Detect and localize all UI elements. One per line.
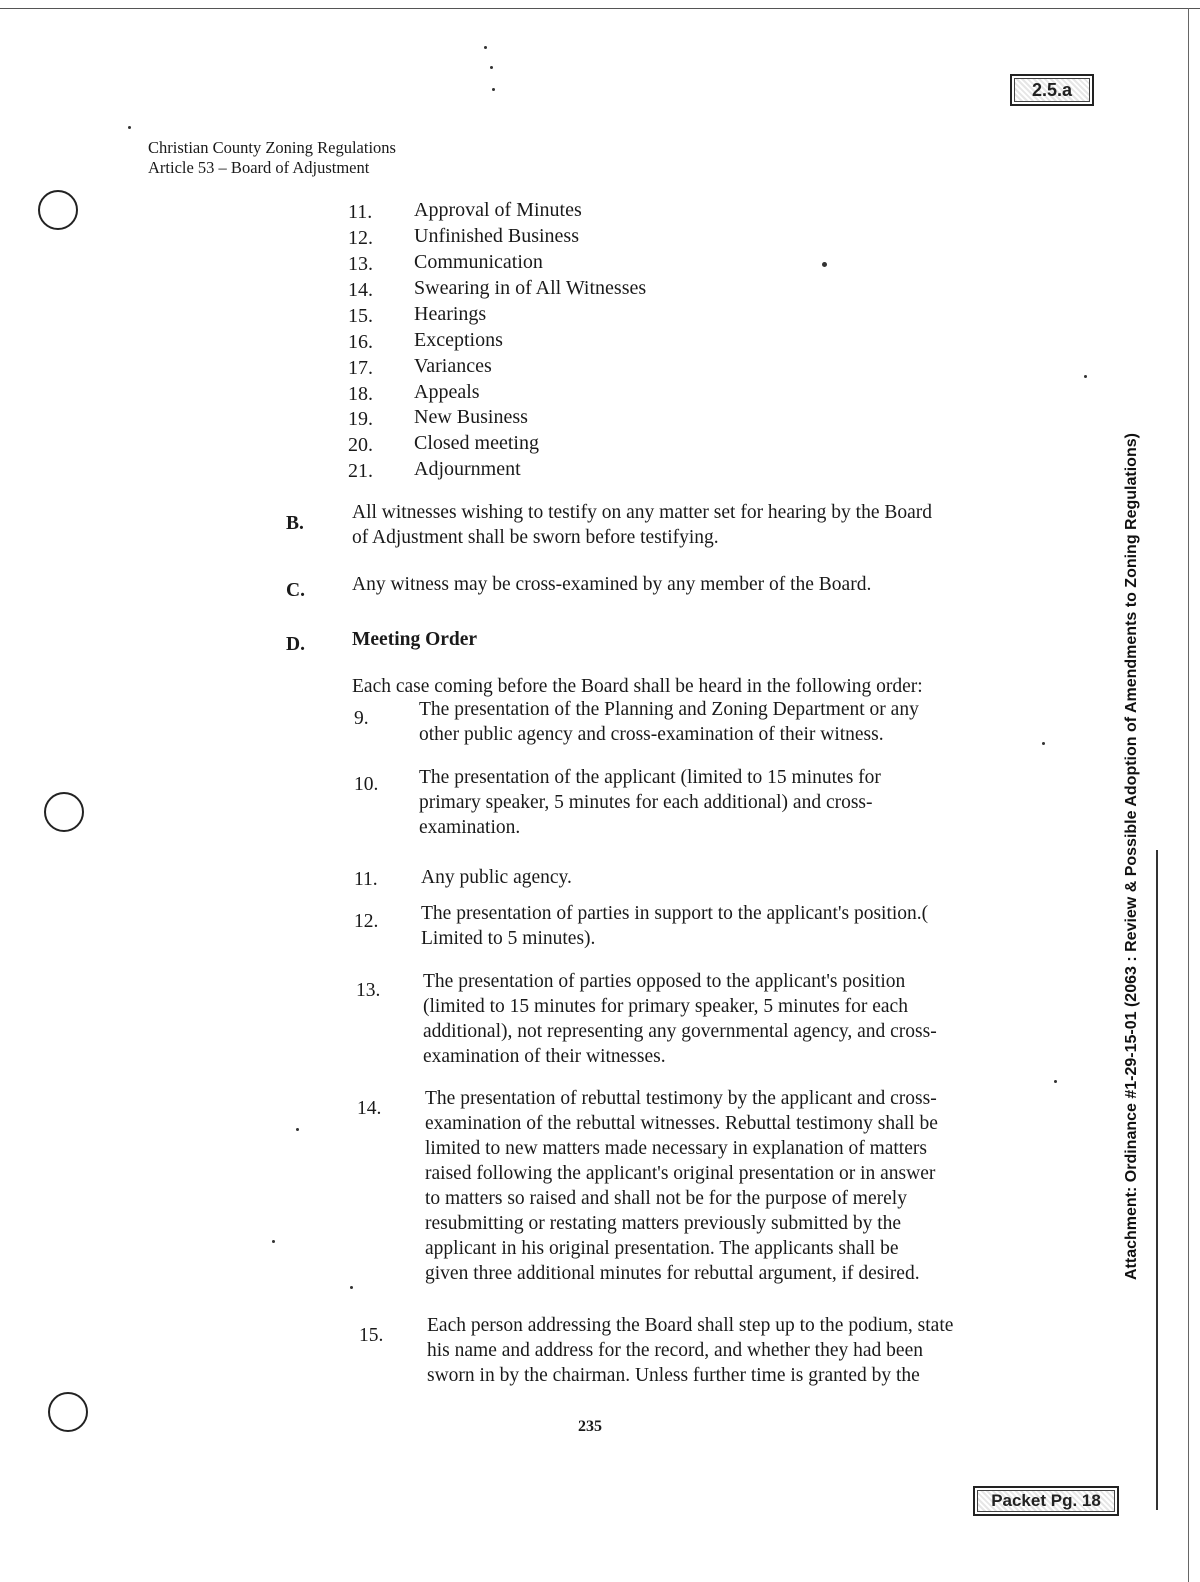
text-line: resubmitting or restating matters previously submitted by the: [425, 1213, 902, 1234]
text-line: (limited to 15 minutes for primary speaker, 5 minutes for each: [423, 996, 908, 1017]
text-line: Each person addressing the Board shall step up to the podium, state: [427, 1315, 954, 1336]
order-number: 10.: [354, 774, 379, 795]
scan-speck: [484, 46, 487, 49]
top-border-line: [0, 8, 1200, 9]
order-number: 14.: [357, 1098, 382, 1119]
agenda-item: New Business: [414, 406, 528, 428]
scan-speck: [1084, 375, 1087, 378]
order-number: 15.: [359, 1325, 384, 1346]
text-line: primary speaker, 5 minutes for each additional) and cross-: [419, 792, 873, 813]
text-line: raised following the applicant's original presentation or in answer: [425, 1163, 936, 1184]
scan-speck: [350, 1286, 353, 1289]
text-line: The presentation of the applicant (limited to 15 minutes for: [419, 767, 881, 788]
scan-speck: [1054, 1080, 1057, 1083]
agenda-item: Approval of Minutes: [414, 199, 582, 221]
order-item: [421, 901, 1021, 951]
order-item: [419, 697, 1019, 747]
text-line: of Adjustment shall be sworn before testifying.: [352, 527, 719, 548]
section-letter-b: B.: [286, 513, 304, 534]
binder-hole: [38, 190, 78, 230]
scan-speck: [822, 262, 827, 267]
text-line: All witnesses wishing to testify on any matter set for hearing by the Board: [352, 502, 933, 523]
text-line: Any public agency.: [421, 867, 572, 888]
agenda-number: 21.: [348, 460, 373, 482]
order-number: 11.: [354, 869, 378, 890]
header-title: Christian County Zoning Regulations: [148, 138, 396, 157]
text-line: The presentation of rebuttal testimony by the applicant and cross-: [425, 1088, 937, 1109]
header-article: Article 53 – Board of Adjustment: [148, 158, 370, 177]
order-item: [425, 1086, 1025, 1286]
agenda-item: Communication: [414, 251, 543, 273]
attachment-side-label: Attachment: Ordinance #1-29-15-01 (2063 : Review & Possible Adoption of Amendments to Zoning Regulations): [1123, 433, 1140, 1280]
binder-hole: [48, 1392, 88, 1432]
agenda-number: 20.: [348, 434, 373, 456]
text-line: examination.: [419, 817, 521, 838]
agenda-number: 11.: [348, 201, 373, 223]
order-number: 13.: [356, 980, 381, 1001]
margin-bar: [1156, 850, 1158, 1510]
text-line: Limited to 5 minutes).: [421, 928, 596, 949]
binder-hole: [44, 792, 84, 832]
agenda-number: 16.: [348, 331, 373, 353]
order-item: [423, 969, 1023, 1069]
agenda-number: 12.: [348, 227, 373, 249]
scan-speck: [490, 66, 493, 69]
scan-speck: [1042, 742, 1045, 745]
section-b-text: [352, 500, 1032, 550]
agenda-item: Exceptions: [414, 329, 503, 351]
agenda-number: 17.: [348, 357, 373, 379]
order-item: [419, 765, 1019, 840]
text-line: The presentation of the Planning and Zoning Department or any: [419, 699, 919, 720]
scan-speck: [272, 1240, 275, 1243]
section-letter-d: D.: [286, 634, 305, 655]
text-line: to matters so raised and shall not be for the purpose of merely: [425, 1188, 907, 1209]
text-line: applicant in his original presentation. The applicants shall be: [425, 1238, 899, 1259]
text-line: examination of their witnesses.: [423, 1046, 666, 1067]
agenda-number: 19.: [348, 408, 373, 430]
text-line: limited to new matters made necessary in explanation of matters: [425, 1138, 927, 1159]
section-stamp: 2.5.a: [1010, 74, 1094, 106]
packet-page-stamp: Packet Pg. 18: [973, 1486, 1119, 1516]
agenda-number: 18.: [348, 383, 373, 405]
section-letter-c: C.: [286, 580, 305, 601]
order-item: [421, 865, 1021, 890]
text-line: The presentation of parties opposed to the applicant's position: [423, 971, 906, 992]
agenda-item: Appeals: [414, 381, 480, 403]
agenda-item: Variances: [414, 355, 492, 377]
order-number: 12.: [354, 911, 379, 932]
agenda-item: Adjournment: [414, 458, 521, 480]
scan-speck: [296, 1128, 299, 1131]
text-line: his name and address for the record, and whether they had been: [427, 1340, 923, 1361]
page-number: 235: [578, 1418, 602, 1435]
agenda-item: Swearing in of All Witnesses: [414, 277, 647, 299]
agenda-number: 15.: [348, 305, 373, 327]
text-line: additional), not representing any governmental agency, and cross-: [423, 1021, 937, 1042]
agenda-item: Closed meeting: [414, 432, 539, 454]
scan-speck: [492, 88, 495, 91]
text-line: given three additional minutes for rebuttal argument, if desired.: [425, 1263, 920, 1284]
meeting-order-heading: Meeting Order: [352, 629, 478, 650]
order-number: 9.: [354, 708, 369, 729]
text-line: The presentation of parties in support to the applicant's position.(: [421, 903, 929, 924]
section-c-text: Any witness may be cross-examined by any member of the Board.: [352, 574, 872, 595]
meeting-order-intro: Each case coming before the Board shall be heard in the following order:: [352, 676, 923, 697]
agenda-number: 13.: [348, 253, 373, 275]
agenda-item: Unfinished Business: [414, 225, 579, 247]
order-item: [427, 1313, 1027, 1388]
right-border-line: [1188, 8, 1189, 1582]
text-line: sworn in by the chairman. Unless further time is granted by the: [427, 1365, 920, 1386]
agenda-item: Hearings: [414, 303, 487, 325]
scan-speck: [128, 126, 131, 129]
agenda-number: 14.: [348, 279, 373, 301]
text-line: other public agency and cross-examination of their witness.: [419, 724, 884, 745]
text-line: examination of the rebuttal witnesses. Rebuttal testimony shall be: [425, 1113, 938, 1134]
